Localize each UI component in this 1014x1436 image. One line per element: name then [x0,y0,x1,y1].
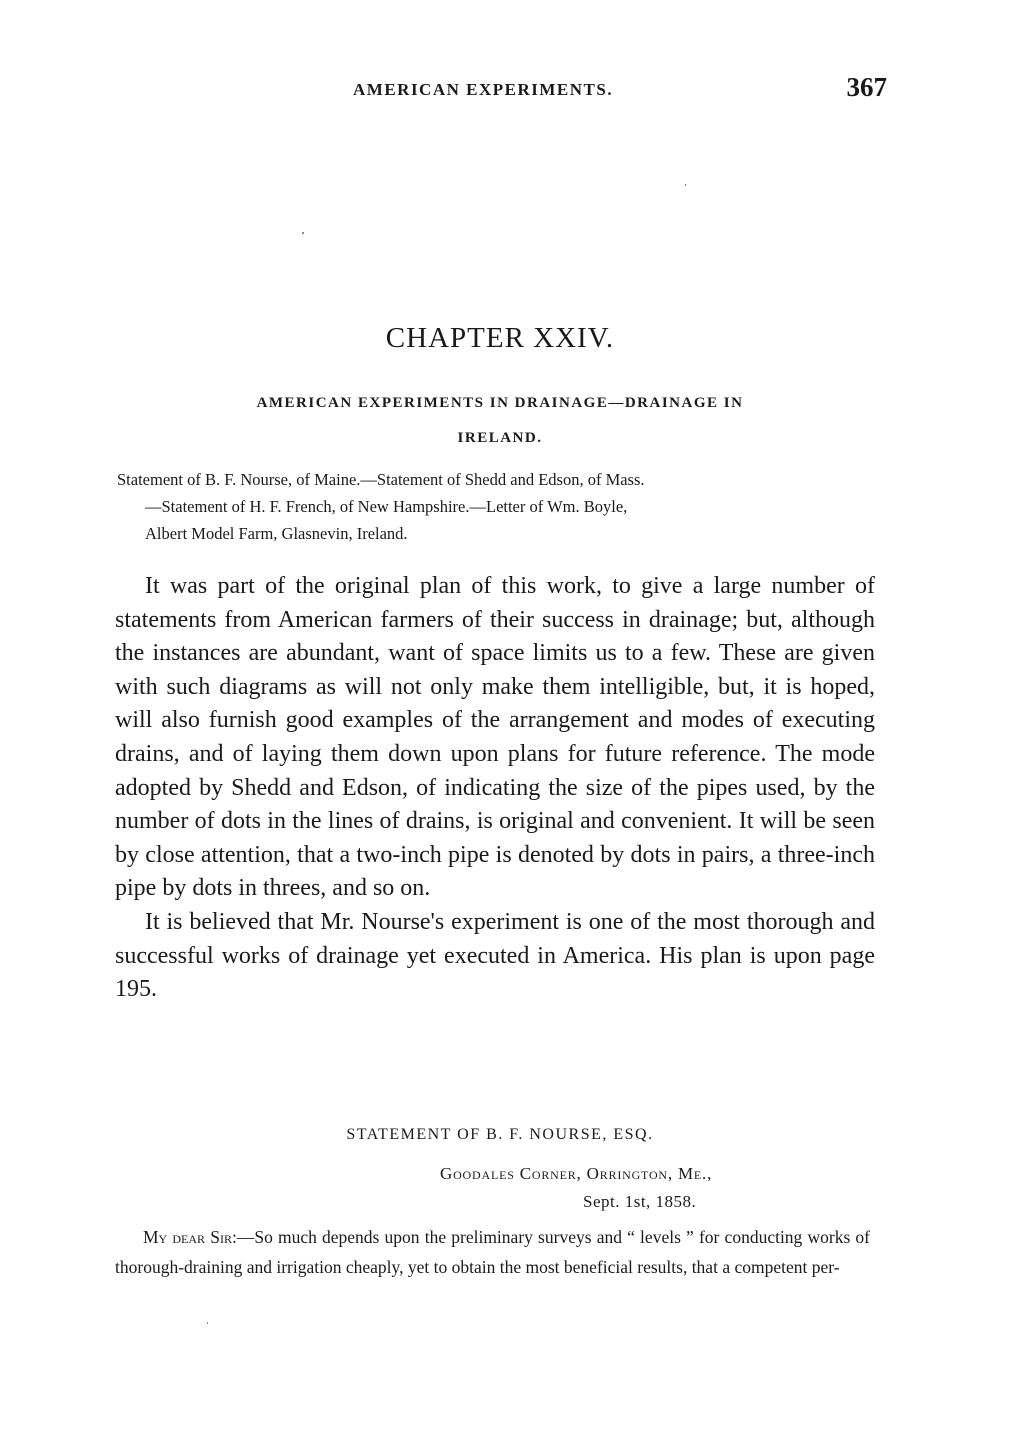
chapter-synopsis [117,466,877,547]
print-speck [302,232,304,234]
letter-place: Goodales Corner, Orrington, Me., [440,1164,713,1183]
chapter-subtitle-line: IRELAND. [457,430,543,446]
letter-body: :—So much depends upon the preliminary surveys and “ levels ” for conducting works of thorough-draining and irrigation cheaply, yet to obtain the most beneficial results, that a competent per- [115,1227,870,1277]
letter-salutation: My dear Sir [143,1227,232,1247]
synopsis-line: Albert Model Farm, Glasnevin, Ireland. [145,524,408,543]
body-paragraph: It is believed that Mr. Nourse's experiment is one of the most thorough and successful works of drainage yet executed in America. His plan is upon page 195. [115,908,875,1003]
body-paragraph: It was part of the original plan of this work, to give a large number of statements from American farmers of their success in drainage; but, although the instances are abundant, want of space limits us to a few. These are given with such diagrams as will not only make them intelligible, but, it is hoped, will also furnish good examples of the arrangement and modes of executing drains, and of laying them down upon plans for future reference. The mode adopted by Shedd and Edson, of indicating the size of the pipes used, by the number of dots in the lines of drains, is original and convenient. It will be seen by close attention, that a two-inch pipe is denoted by dots in pairs, a three-inch pipe by dots in threes, and so on. [115,573,875,902]
synopsis-line: Statement of B. F. Nourse, of Maine.—Statement of Shedd and Edson, of Mass. [117,470,645,489]
letter-text [115,1222,870,1282]
letter-paragraph [115,1222,870,1282]
running-head [115,72,887,108]
chapter-subtitle [130,386,870,456]
statement-heading: STATEMENT OF B. F. NOURSE, ESQ. [346,1126,654,1143]
body-text [115,570,875,1007]
running-title: AMERICAN EXPERIMENTS. [353,80,614,99]
print-speck [207,1322,208,1324]
letter-date: Sept. 1st, 1858. [583,1192,697,1211]
chapter-title: CHAPTER XXIV. [385,322,615,354]
chapter-subtitle-line: AMERICAN EXPERIMENTS IN DRAINAGE—DRAINAGE IN [256,395,744,411]
print-speck [685,184,686,186]
page-number: 367 [846,72,887,102]
synopsis-line: —Statement of H. F. French, of New Hampshire.—Letter of Wm. Boyle, [145,497,628,516]
